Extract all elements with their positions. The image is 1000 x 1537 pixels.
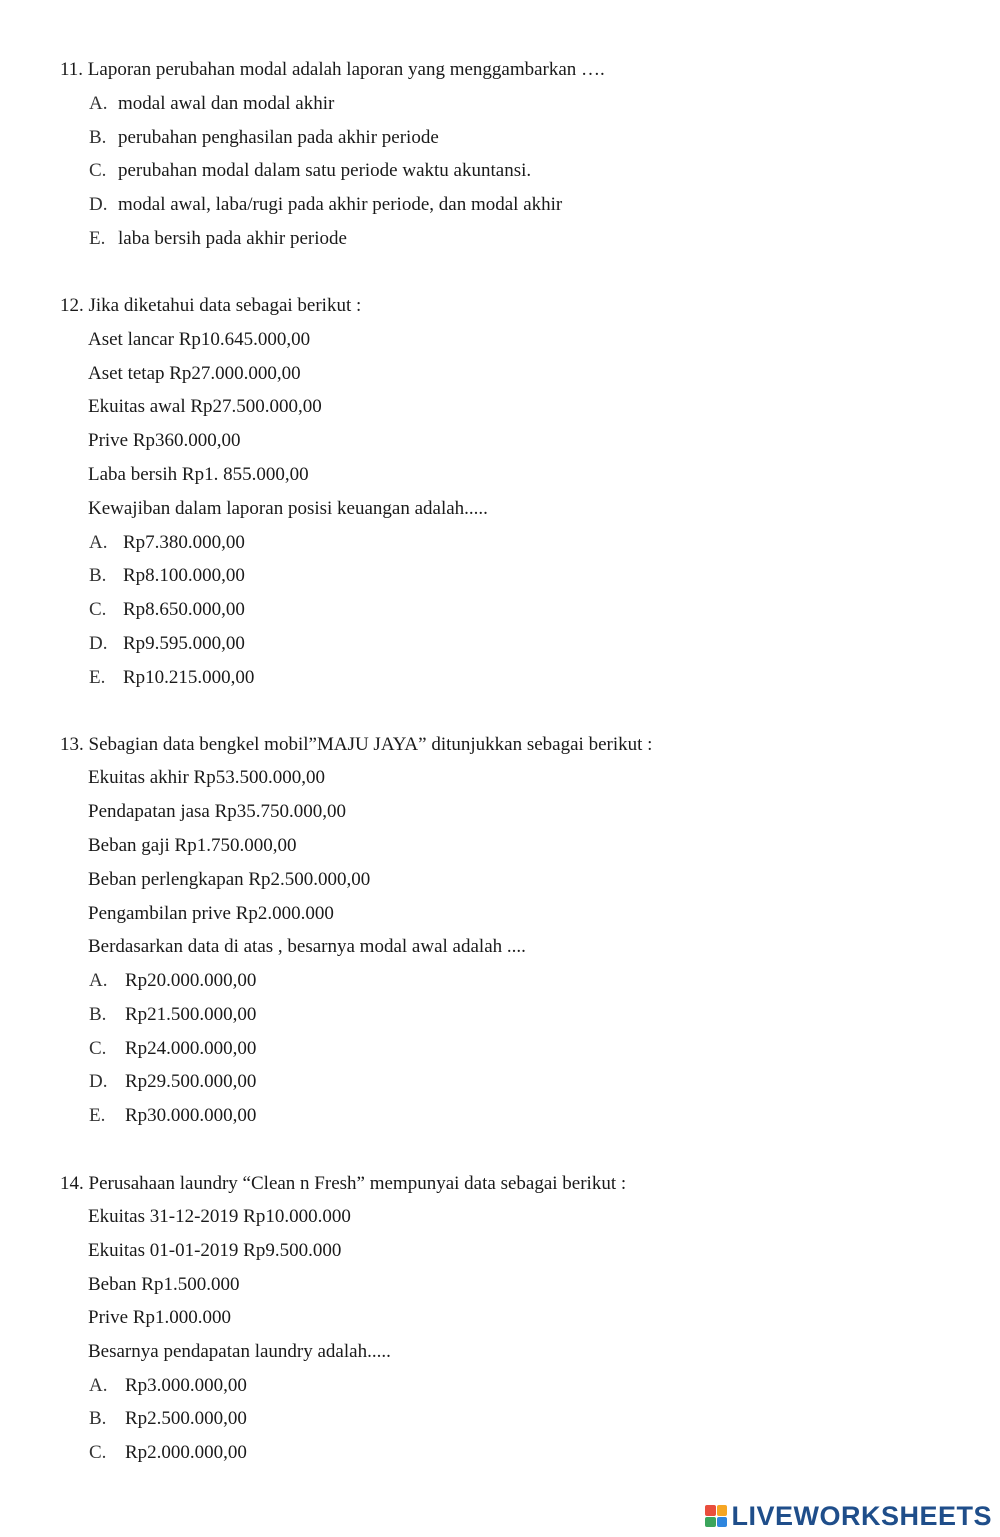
question-14-data-line: Ekuitas 01-01-2019 Rp9.500.000 <box>88 1240 342 1261</box>
question-11-option-c[interactable]: C. perubahan modal dalam satu periode waktu akuntansi. <box>89 160 532 181</box>
question-11-option-b[interactable]: B. perubahan penghasilan pada akhir periode <box>89 127 439 148</box>
question-12-option-e[interactable]: E. Rp10.215.000,00 <box>89 667 255 688</box>
question-13-option-e[interactable]: E. Rp30.000.000,00 <box>89 1105 257 1126</box>
question-11-option-e[interactable]: E. laba bersih pada akhir periode <box>89 228 347 249</box>
question-12-data-line: Ekuitas awal Rp27.500.000,00 <box>88 396 322 417</box>
question-14-data-line: Beban Rp1.500.000 <box>88 1274 240 1295</box>
question-13-data-line: Pengambilan prive Rp2.000.000 <box>88 903 334 924</box>
question-12-option-c[interactable]: C. Rp8.650.000,00 <box>89 599 245 620</box>
question-14-stem: 14. Perusahaan laundry “Clean n Fresh” mempunyai data sebagai berikut : <box>60 1173 627 1194</box>
question-14-data-line: Ekuitas 31-12-2019 Rp10.000.000 <box>88 1206 351 1227</box>
question-12-data-line: Aset tetap Rp27.000.000,00 <box>88 363 301 384</box>
question-13-data-line: Pendapatan jasa Rp35.750.000,00 <box>88 801 347 822</box>
question-14-data-line: Prive Rp1.000.000 <box>88 1307 232 1328</box>
question-12-option-a[interactable]: A. Rp7.380.000,00 <box>89 532 245 553</box>
question-14-option-a[interactable]: A. Rp3.000.000,00 <box>89 1375 247 1396</box>
question-13-option-a[interactable]: A. Rp20.000.000,00 <box>89 970 257 991</box>
question-14-option-c[interactable]: C. Rp2.000.000,00 <box>89 1442 247 1463</box>
logo-square <box>717 1505 728 1516</box>
question-13-prompt: Berdasarkan data di atas , besarnya modal awal adalah .... <box>88 936 526 957</box>
question-12-data-line: Laba bersih Rp1. 855.000,00 <box>88 464 309 485</box>
logo-square <box>705 1505 716 1516</box>
question-12-data-line: Aset lancar Rp10.645.000,00 <box>88 329 311 350</box>
question-13-data-line: Beban gaji Rp1.750.000,00 <box>88 835 297 856</box>
question-13-option-b[interactable]: B. Rp21.500.000,00 <box>89 1004 257 1025</box>
question-14-option-b[interactable]: B. Rp2.500.000,00 <box>89 1408 247 1429</box>
question-11-option-d[interactable]: D. modal awal, laba/rugi pada akhir periode, dan modal akhir <box>89 194 563 215</box>
question-12-stem: 12. Jika diketahui data sebagai berikut : <box>60 295 362 316</box>
logo-square <box>705 1517 716 1528</box>
question-12-option-d[interactable]: D. Rp9.595.000,00 <box>89 633 245 654</box>
liveworksheets-logo[interactable] <box>705 1501 992 1531</box>
question-12-option-b[interactable]: B. Rp8.100.000,00 <box>89 565 245 586</box>
question-14-prompt: Besarnya pendapatan laundry adalah..... <box>88 1341 391 1362</box>
question-13-data-line: Beban perlengkapan Rp2.500.000,00 <box>88 869 371 890</box>
liveworksheets-wordmark: LIVEWORKSHEETS <box>731 1500 992 1531</box>
question-12-data-line: Prive Rp360.000,00 <box>88 430 241 451</box>
question-13-option-d[interactable]: D. Rp29.500.000,00 <box>89 1071 257 1092</box>
liveworksheets-mark-icon <box>705 1505 727 1527</box>
question-13-data-line: Ekuitas akhir Rp53.500.000,00 <box>88 767 325 788</box>
question-12-prompt: Kewajiban dalam laporan posisi keuangan adalah..... <box>88 498 488 519</box>
question-13-option-c[interactable]: C. Rp24.000.000,00 <box>89 1038 257 1059</box>
logo-square <box>717 1517 728 1528</box>
question-13-stem: 13. Sebagian data bengkel mobil”MAJU JAYA” ditunjukkan sebagai berikut : <box>60 734 653 755</box>
question-11-option-a[interactable]: A. modal awal dan modal akhir <box>89 93 335 114</box>
question-11-stem: 11. Laporan perubahan modal adalah laporan yang menggambarkan …. <box>60 59 605 80</box>
